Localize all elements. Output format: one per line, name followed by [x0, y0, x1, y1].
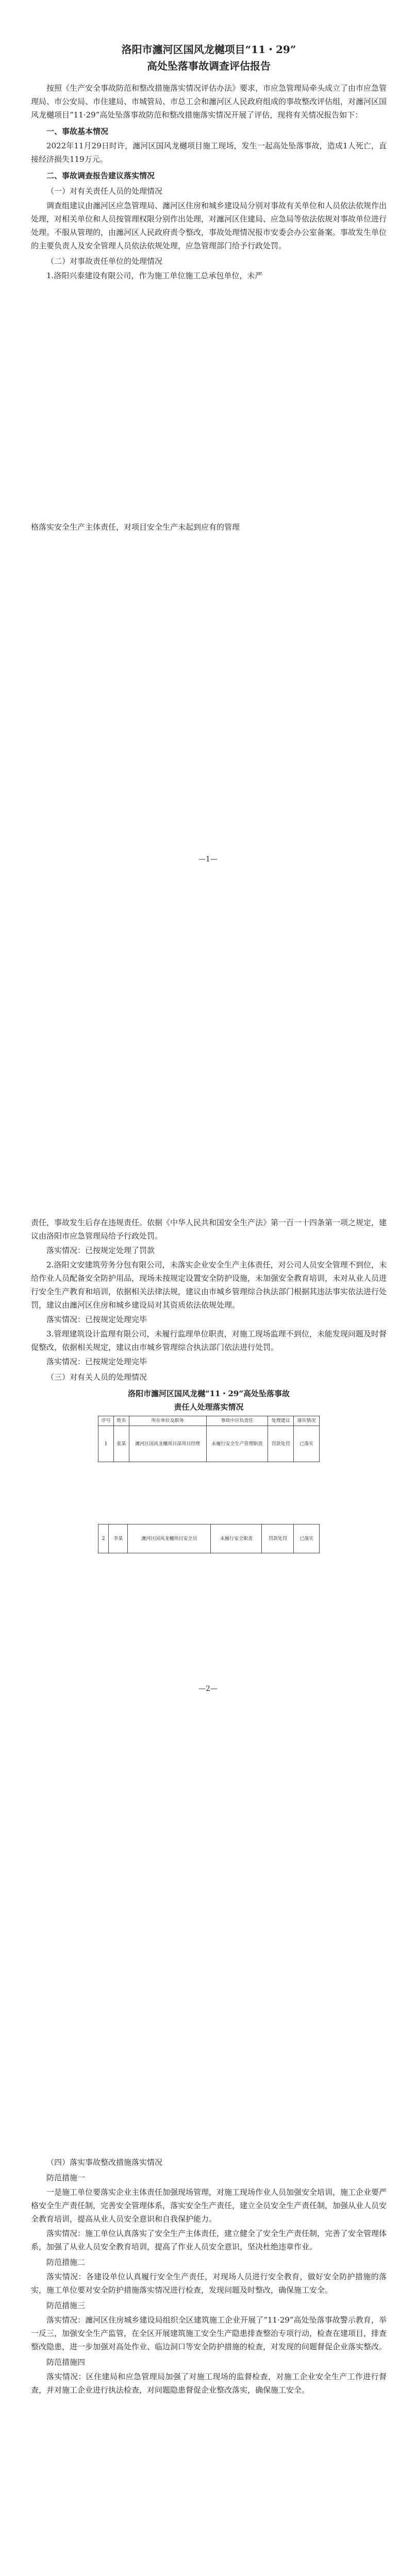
responsibility-table	[98, 1416, 320, 1462]
subsection-heading-a: （一）对有关责任人员的处理情况	[46, 187, 163, 196]
table-cell: 李某	[109, 1524, 128, 1553]
unit-1-status: 落实情况：已按规定处理了罚款	[46, 1246, 155, 1255]
table-header: 姓名	[113, 1416, 129, 1426]
intro-paragraph: 按照《生产安全事故防范和整改措施落实情况评估办法》要求，市应急管理局牵头成立了由市应急管理局、市公安局、市住建局、市城管局、市总工会和瀍河区人民政府组成的事故整改评估组，对瀍河区国风龙樾项目“11·29”高处坠落事故防范和整改措施落实情况开展了评估，现将有关情况报告如下：	[31, 83, 387, 120]
page-number-1: —1—	[198, 855, 218, 863]
table-cell: 罚款处罚	[262, 1524, 294, 1553]
table-row	[98, 1524, 320, 1553]
page-number-2: —2—	[198, 1685, 218, 1693]
measure-4-status: 落实情况：区住建局和应急管理局加强了对施工现场的监督检查，对施工企业安全生产工作进行督查，并对施工企业进行执法检查，对问题隐患督促企业整改落实，确保施工安全。	[31, 2372, 387, 2395]
measure-1-status: 落实情况：施工单位认真落实了安全生产主体责任，建立健全了安全生产责任制，完善了安全管理体系，加强了从业人员安全教育培训，提高了作业人员安全意识，坚决杜绝违章作业。	[31, 2229, 387, 2251]
section-heading-2: 二、事故调查报告建议落实情况	[46, 171, 155, 180]
measure-1-text: 一是施工单位要落实企业主体责任加强现场管理，对施工现场作业人员加强安全培训，施工企业要严格安全生产责任制，完善安全管理体系，落实安全生产责任，建立全员安全生产责任制，加强从业人员安全教育培训，提高从业人员安全意识和自我保护能力。	[31, 2188, 387, 2224]
personnel-handling-paragraph: 调查组建议由瀍河区应急管理局、瀍河区住房和城乡建设局分别对事故有关单位和人员依法依规作出处理，对相关单位和人员按管理权限分别作出处理，对瀍河区住建局、应急局等依法依规对事故单位进行处理。不服从管理的，由瀍河区人民政府责令整改，事故处理情况报市安委会办公室备案。事故发生单位的主要负责人及安全管理人员依法依规处理，应急管理部门给予行政处罚。	[31, 201, 387, 250]
table-cell: 瀍河区国风龙樾项目安全员	[128, 1524, 211, 1553]
measure-3-title: 防范措施三	[46, 2301, 86, 2310]
table-row	[98, 1426, 320, 1462]
table-cell: 已落实	[294, 1426, 320, 1462]
section-heading-1: 一、事故基本情况	[46, 127, 109, 136]
unit-1-continuation: 责任，事故发生后存在违规责任。依据《中华人民共和国安全生产法》第一百一十四条第一项之规定，建议由洛阳市应急管理局给予行政处罚。	[31, 1218, 387, 1241]
doc-title-line2: 高处坠落事故调查评估报告	[147, 60, 271, 72]
subsection-heading-c: （三）对有关人员的处理情况	[46, 1372, 147, 1382]
subsection-heading-d: （四）落实事故整改措施落实情况	[46, 2158, 163, 2167]
table-cell: 张某	[113, 1426, 129, 1462]
table-header: 事故中应负责任	[206, 1416, 268, 1426]
unit-1-paragraph: 1.洛阳兴泰建设有限公司，作为施工单位施工总承包单位，未严	[46, 271, 263, 280]
page-3	[31, 1216, 387, 1553]
unit-3-paragraph: 3.管理建筑设计监理有限公司，未履行监理单位职责，对施工现场监理不到位，未能发现问题及时督促整改，依据相关规定，建议由市城乡管理综合执法部门依法进行处罚。	[31, 1329, 387, 1352]
page-4	[31, 2154, 387, 2398]
unit-3-status: 落实情况：已按规定处理完毕	[46, 1357, 147, 1366]
measure-4-title: 防范措施四	[46, 2358, 86, 2367]
doc-title-line1: 洛阳市瀍河区国风龙樾项目“11・29”	[121, 43, 296, 56]
table-header: 序号	[98, 1416, 114, 1426]
measure-1-title: 防范措施一	[46, 2173, 86, 2182]
measure-2-title: 防范措施二	[46, 2258, 86, 2267]
table-header: 处理建议	[268, 1416, 294, 1426]
table-cell: 未履行安全生产管理职责	[206, 1426, 268, 1462]
table-header: 所在单位及职务	[129, 1416, 206, 1426]
unit-2-status: 落实情况：已按规定处理完毕	[46, 1315, 147, 1324]
unit-2-paragraph: 2.洛阳文安建筑劳务分包有限公司，未落实企业安全生产主体责任，对公司人员安全管理不到位，未给作业人员配备安全防护用品，现场未按规定设置安全防护设施，未加强安全教育培训，未对从业人员进行安全生产教育和培训，依据相关法律法规，建议由市城乡管理综合执法部门根据其违法事实依法进行处罚，建议由瀍河区住房和城乡建设局对其资质依法依规处理。	[31, 1260, 387, 1310]
table-header-row	[98, 1416, 320, 1426]
table-cell: 1	[98, 1426, 114, 1462]
table-cell: 2	[98, 1524, 109, 1553]
table-cell: 未履行安全职责	[211, 1524, 262, 1553]
table-title-1: 洛阳市瀍河区国风龙樾“11・29”高处坠落事故	[127, 1389, 290, 1398]
table-cell: 瀍河区国风龙樾项目部项目经理	[129, 1426, 206, 1462]
table-cell: 已落实	[294, 1524, 320, 1553]
table-cell: 罚款处罚	[268, 1426, 294, 1462]
responsibility-table-continued	[98, 1524, 320, 1553]
table-header: 落实情况	[294, 1416, 320, 1426]
measure-2-status: 落实情况：各建设单位认真履行安全生产责任，对现场人员进行安全教育，做好安全防护措施的落实，施工单位要对安全防护措施落实情况进行检查，发现问题及时整改，确保施工安全。	[31, 2272, 387, 2295]
subsection-heading-b: （二）对事故责任单位的处理情况	[46, 257, 163, 266]
continuation-paragraph: 格落实安全生产主体责任，对项目安全生产未起到应有的管理	[31, 522, 240, 532]
accident-summary: 2022年11月29日时许，瀍河区国风龙樾项目施工现场，发生一起高处坠落事故，造成1人死亡，直接经济损失119万元。	[31, 141, 387, 164]
page-1	[31, 41, 387, 283]
page-2	[31, 520, 387, 535]
table-title-2: 责任人处理落实情况	[174, 1402, 244, 1412]
measure-3-status: 落实情况：瀍河区住房城乡建设局组织全区建筑施工企业开展了“11·29”高处坠落事故警示教育，举一反三，加强安全生产监管，在全区开展建筑施工安全生产隐患排查整治专项行动，检查在建项目，排查整改隐患，进一步加强对高处作业、临边洞口等安全防护措施的检查，对发现的问题督促企业落实整改。	[31, 2315, 387, 2351]
